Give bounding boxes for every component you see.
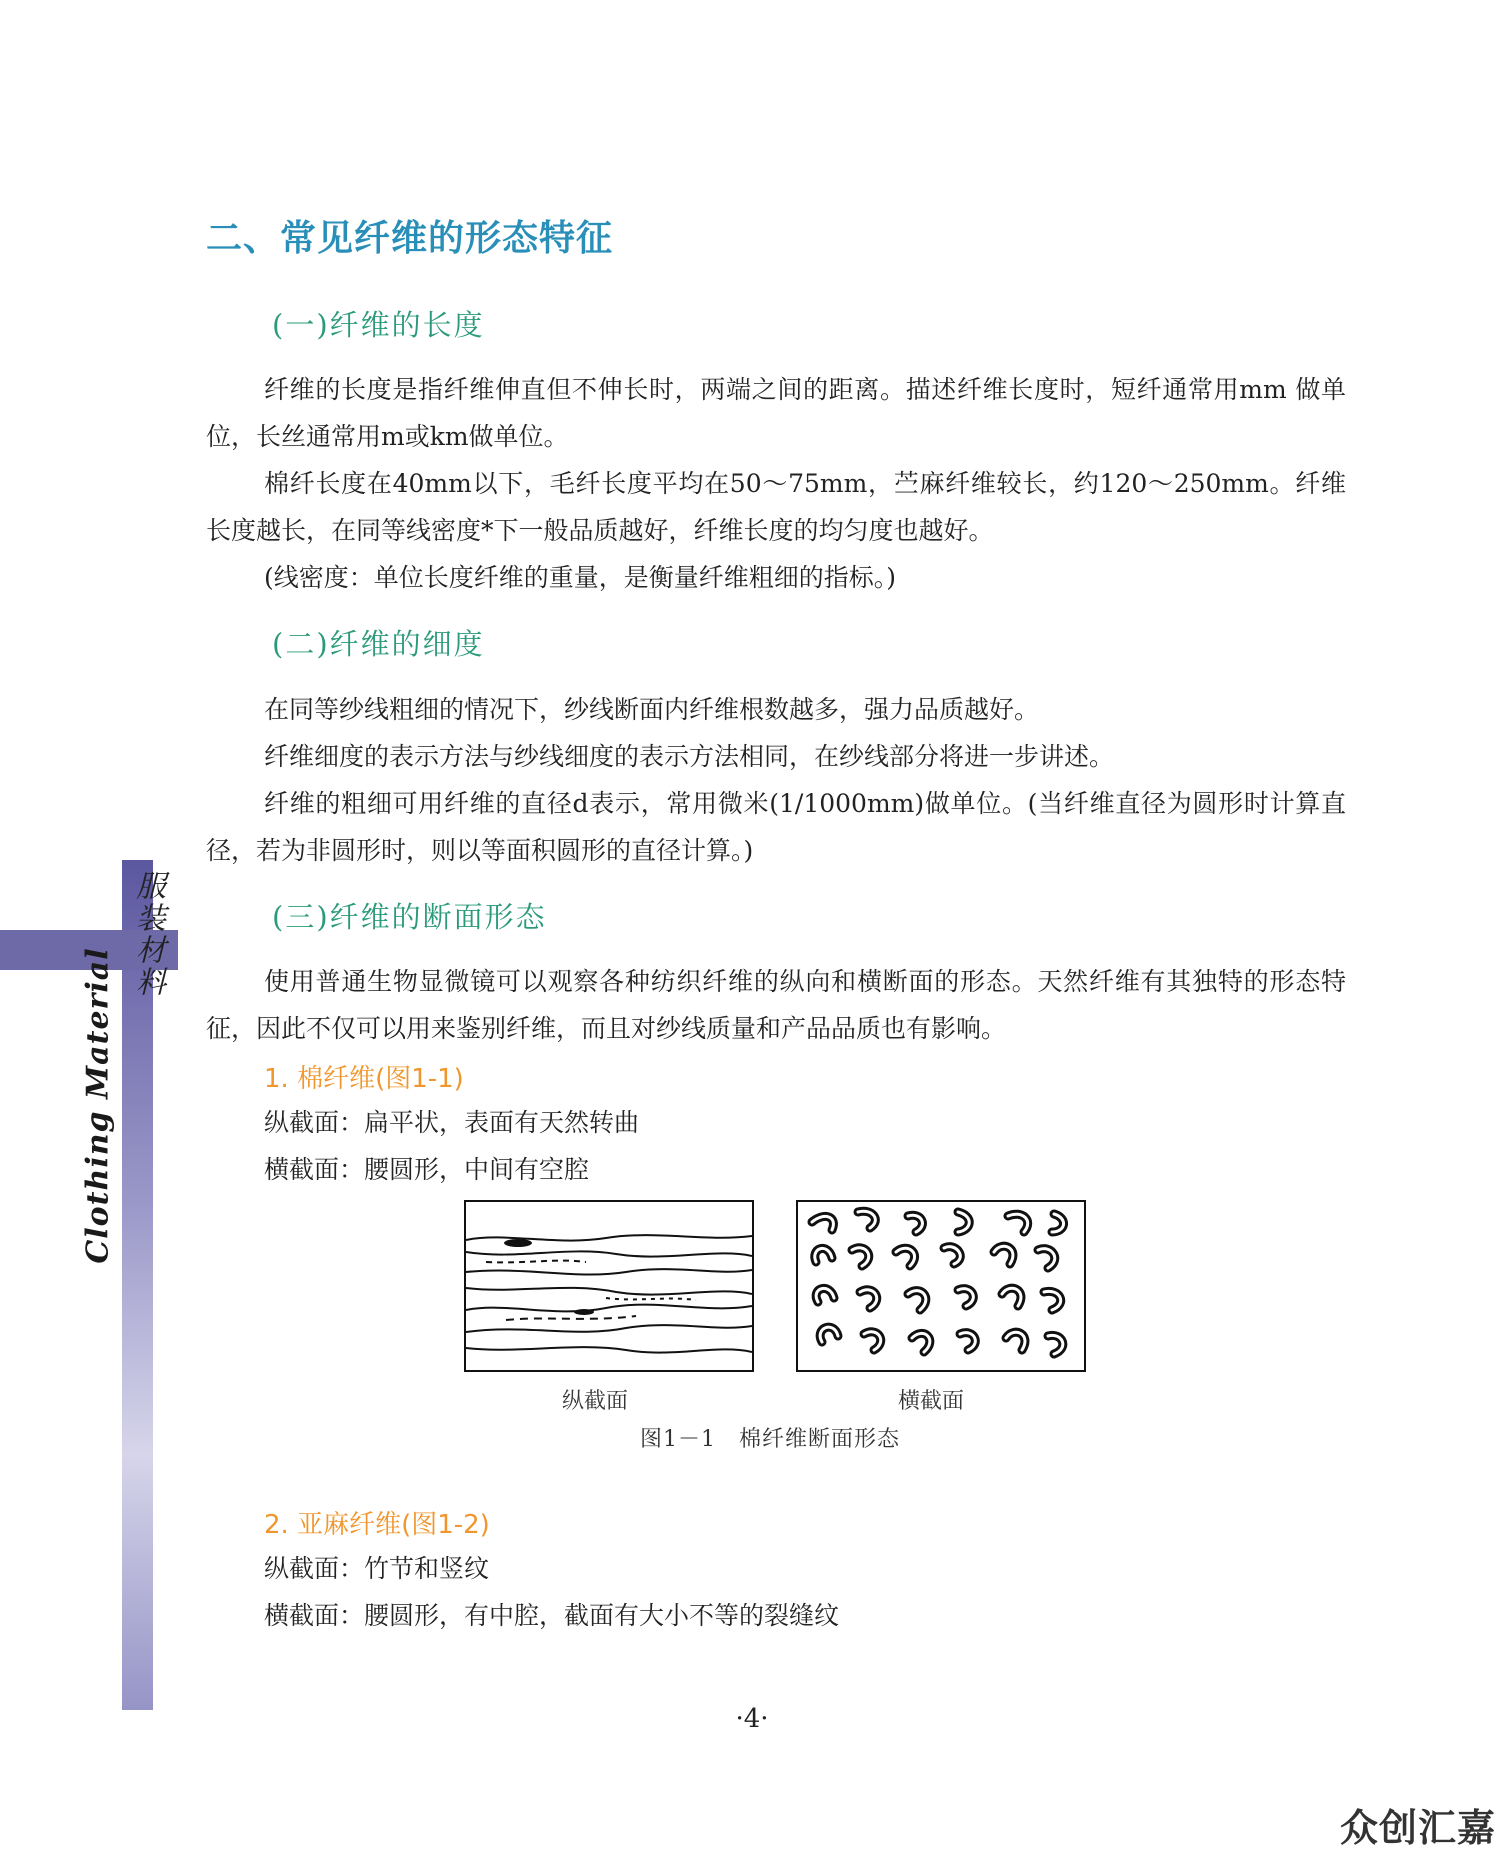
figure-cross-section <box>796 1200 1086 1372</box>
figure-longitudinal-section <box>464 1200 754 1372</box>
paragraph-fineness-1: 在同等纱线粗细的情况下，纱线断面内纤维根数越多，强力品质越好。 <box>264 695 1040 724</box>
subheading-cross-section: (三)纤维的断面形态 <box>272 900 547 934</box>
cross-section-illustration <box>798 1202 1084 1370</box>
longitudinal-section-illustration <box>466 1202 752 1370</box>
subheading-fiber-fineness: (二)纤维的细度 <box>272 627 485 661</box>
flax-longitudinal: 纵截面：竹节和竖纹 <box>264 1554 490 1583</box>
paragraph-cross-section: 使用普通生物显微镜可以观察各种纺织纤维的纵向和横断面的形态。天然纤维有其独特的形态特征，因此不仅可以用来鉴别纤维，而且对纱线质量和产品品质也有影响。 <box>206 967 1346 1043</box>
section-title: 二、常见纤维的形态特征 <box>206 218 614 259</box>
cotton-longitudinal: 纵截面：扁平状，表面有天然转曲 <box>264 1108 640 1137</box>
paragraph-fineness-2: 纤维细度的表示方法与纱线细度的表示方法相同，在纱线部分将进一步讲述。 <box>264 742 1115 771</box>
side-title-chinese: 服装材料 <box>130 870 165 998</box>
note-linear-density: (线密度：单位长度纤维的重量，是衡量纤维粗细的指标。) <box>264 563 897 592</box>
cotton-cross: 横截面：腰圆形，中间有空腔 <box>264 1155 590 1184</box>
item-flax-heading: 2. 亚麻纤维(图1-2) <box>264 1510 490 1540</box>
item-cotton-heading: 1. 棉纤维(图1-1) <box>264 1064 464 1094</box>
paragraph-fineness-3: 纤维的粗细可用纤维的直径d表示，常用微米(1/1000mm)做单位。(当纤维直径为圆形时计算直径，若为非圆形时，则以等面积圆形的直径计算。) <box>206 789 1346 865</box>
paragraph-length-definition: 纤维的长度是指纤维伸直但不伸长时，两端之间的距离。描述纤维长度时，短纤通常用mm 做单位，长丝通常用m或km做单位。 <box>206 375 1346 451</box>
subheading-fiber-length: (一)纤维的长度 <box>272 308 485 342</box>
page-number: ·4· <box>735 1704 769 1734</box>
figure-caption: 图1－1 棉纤维断面形态 <box>640 1427 900 1452</box>
flax-cross: 横截面：腰圆形，有中腔，截面有大小不等的裂缝纹 <box>264 1601 840 1630</box>
side-title-english: Clothing Material <box>80 946 116 1264</box>
paragraph-length-values: 棉纤长度在40mm以下，毛纤长度平均在50～75mm，苎麻纤维较长，约120～250mm。纤维长度越长，在同等线密度*下一般品质越好，纤维长度的均匀度也越好。 <box>206 469 1346 545</box>
figure-label-longitudinal: 纵截面 <box>562 1389 629 1414</box>
watermark-logo: 众创汇嘉 <box>1339 1806 1496 1850</box>
figure-label-cross: 横截面 <box>898 1389 965 1414</box>
